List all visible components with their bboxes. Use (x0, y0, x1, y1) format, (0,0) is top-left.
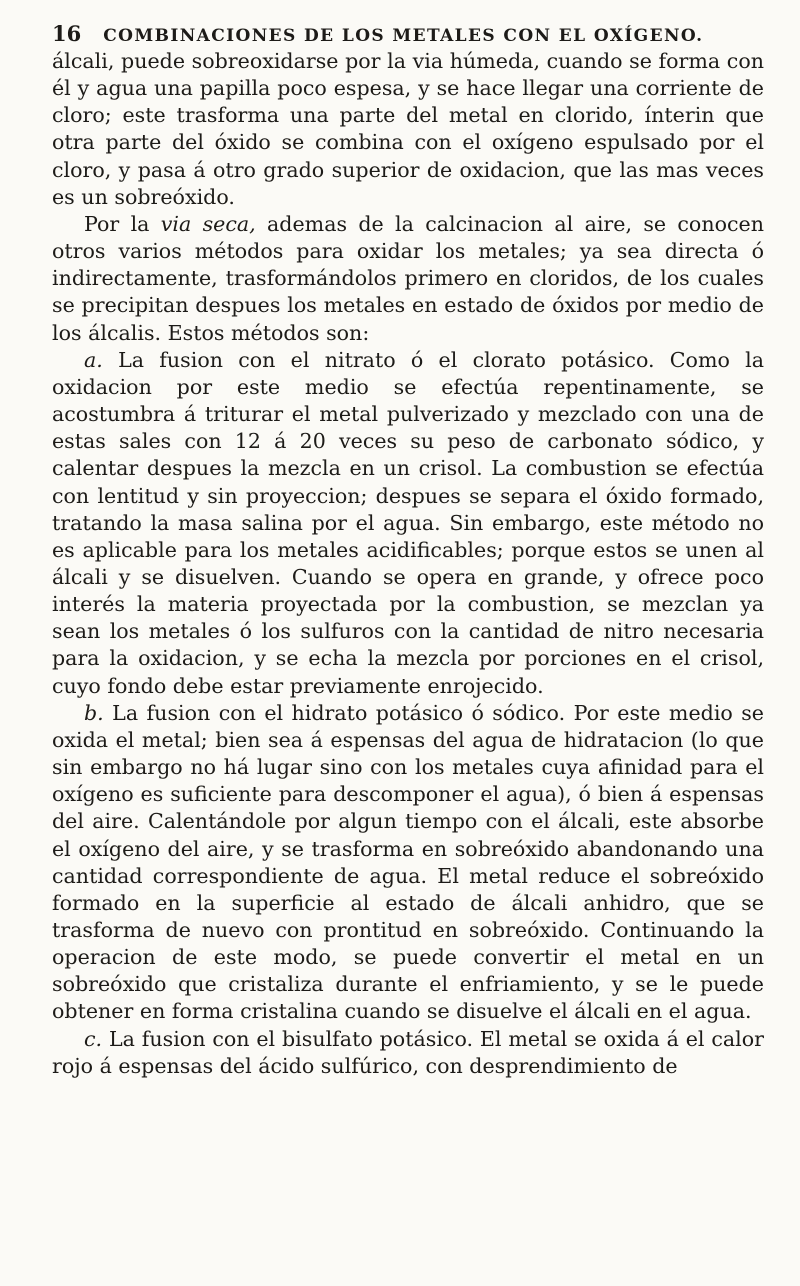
book-page (52, 20, 764, 1266)
paragraph-lead: Por la (84, 211, 161, 236)
paragraph-lead: c. (84, 1026, 103, 1051)
paragraph-text: La fusion con el nitrato ó el clorato potásico. Como la oxidacion por este medio se efectúa repentinamente, se acostumbra á triturar el metal pulverizado y mezclado con una de estas sales con 12 á 20 veces su peso de carbonato sódico, y calentar despues la mezcla en un crisol. La combustion se efectúa con lentitud y sin proyeccion; despues se separa el óxido formado, tratando la masa salina por el agua. Sin embargo, este método no es aplicable para los metales acidificables; porque estos se unen al álcali y se disuelven. Cuando se opera en grande, y ofrece poco interés la materia proyectada por la combustion, se mezclan ya sean los metales ó los sulfuros con la cantidad de nitro necesaria para la oxidacion, y se echa la mezcla por porciones en el crisol, cuyo fondo debe estar previamente enrojecido. (52, 347, 764, 698)
body-text (52, 48, 764, 1080)
paragraph-text: ademas de la calcinacion al aire, se conocen otros varios métodos para oxidar los metales; ya sea directa ó indirectamente, trasformándolos primero en cloridos, de los cuales se precipitan despues los metales en estado de óxidos por medio de los álcalis. Estos métodos son: (52, 211, 764, 345)
paragraph-text: álcali, puede sobreoxidarse por la via húmeda, cuando se forma con él y agua una papilla poco espesa, y se hace llegar una corriente de cloro; este trasforma una parte del metal en clorido, ínterin que otra parte del óxido se combina con el oxígeno espulsado por el cloro, y pasa á otro grado superior de oxidacion, que las mas veces es un sobreóxido. (52, 49, 764, 209)
paragraph-method-b (52, 700, 764, 1026)
paragraph-continuation (52, 48, 764, 211)
paragraph-lead: a. (84, 347, 103, 372)
running-head (52, 20, 764, 48)
paragraph-text: La fusion con el hidrato potásico ó sódico. Por este medio se oxida el metal; bien sea á espensas del agua de hidratacion (lo que sin embargo no há lugar sino con los metales cuya afinidad para el oxígeno es suficiente para descomponer el agua), ó bien á espensas del aire. Calentándole por algun tiempo con el álcali, este absorbe el oxígeno del aire, y se trasforma en sobreóxido abandonando una cantidad correspondiente de agua. El metal reduce el sobreóxido formado en la superficie al estado de álcali anhidro, que se trasforma de nuevo con prontitud en sobreóxido. Continuando la operacion de este modo, se puede convertir el metal en un sobreóxido que cristaliza durante el enfriamiento, y se le puede obtener en forma cristalina cuando se disuelve el álcali en el agua. (52, 700, 764, 1024)
paragraph-method-c (52, 1026, 764, 1080)
paragraph-lead: b. (84, 700, 104, 725)
page-number: 16 (52, 21, 82, 46)
paragraph-emphasis: via seca, (160, 211, 256, 236)
paragraph-text: La fusion con el bisulfato potásico. El metal se oxida á el calor rojo á espensas del ácido sulfúrico, con desprendimiento de (52, 1026, 764, 1078)
paragraph-via-seca (52, 211, 764, 347)
running-title: COMBINACIONES DE LOS METALES CON EL OXÍGENO. (103, 26, 704, 46)
paragraph-method-a (52, 347, 764, 700)
